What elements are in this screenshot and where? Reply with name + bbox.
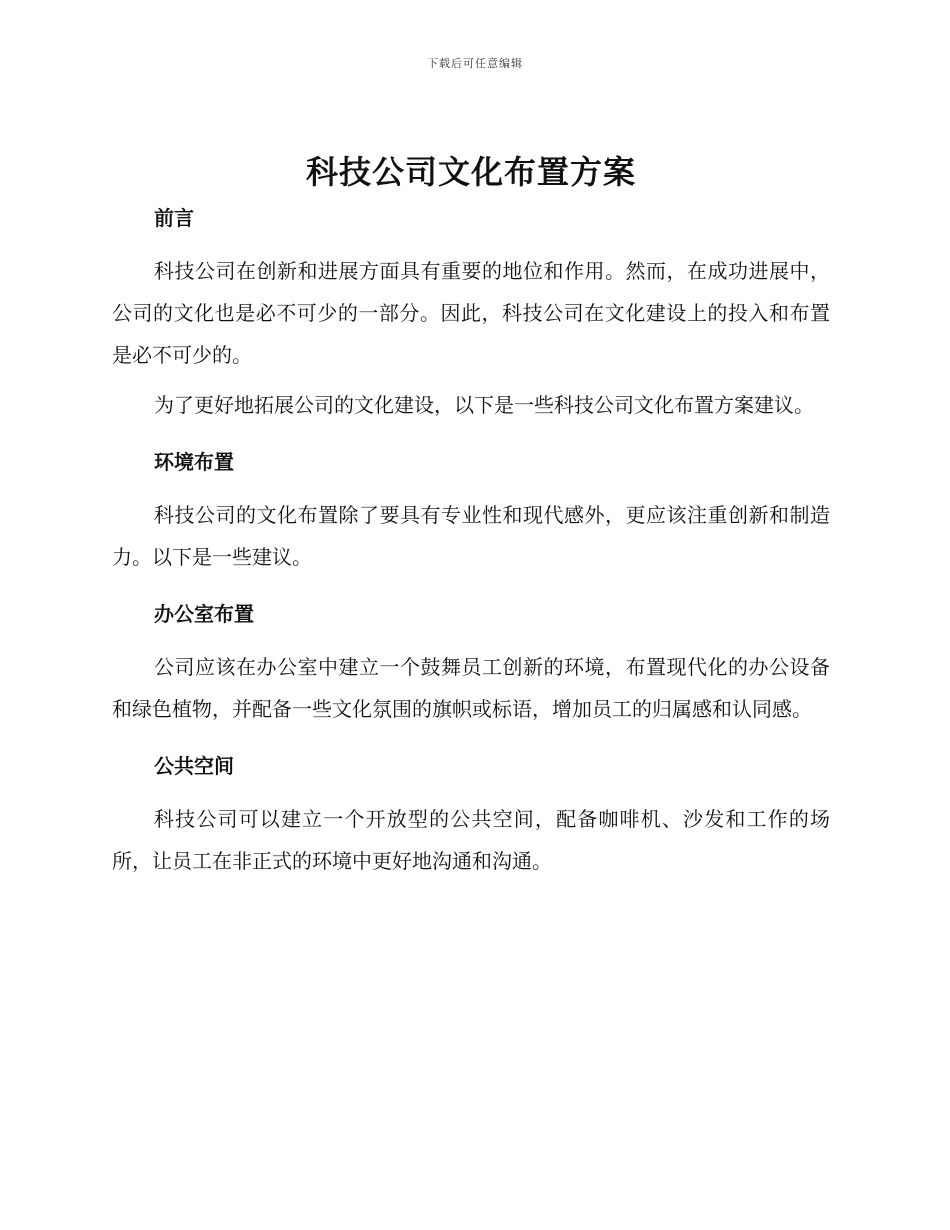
document-title: 科技公司文化布置方案 (305, 153, 636, 191)
paragraph: 科技公司可以建立一个开放型的公共空间，配备咖啡机、沙发和工作的场所，让员工在非正式的环境中更好地沟通和沟通。 (112, 807, 830, 873)
paragraph: 为了更好地拓展公司的文化建设，以下是一些科技公司文化布置方案建议。 (154, 393, 814, 417)
section-public-space (112, 752, 830, 882)
paragraph: 公司应该在办公室中建立一个鼓舞员工创新的环境，布置现代化的办公设备和绿色植物，并配备一些文化氛围的旗帜或标语，增加员工的归属感和认同感。 (112, 655, 830, 721)
paragraph: 科技公司的文化布置除了要具有专业性和现代感外，更应该注重创新和制造力。以下是一些建议。 (112, 503, 830, 569)
section-heading: 前言 (154, 206, 194, 230)
header-note: 下载后可任意编辑 (427, 57, 523, 70)
paragraph: 科技公司在创新和进展方面具有重要的地位和作用。然而，在成功进展中，公司的文化也是必不可少的一部分。因此，科技公司在文化建设上的投入和布置是必不可少的。 (112, 259, 830, 367)
section-heading: 办公室布置 (154, 602, 254, 626)
section-environment (112, 448, 830, 578)
section-preface (112, 204, 830, 426)
section-heading: 公共空间 (154, 754, 234, 778)
section-heading: 环境布置 (154, 450, 234, 474)
section-office (112, 600, 830, 730)
document-body (112, 148, 830, 890)
